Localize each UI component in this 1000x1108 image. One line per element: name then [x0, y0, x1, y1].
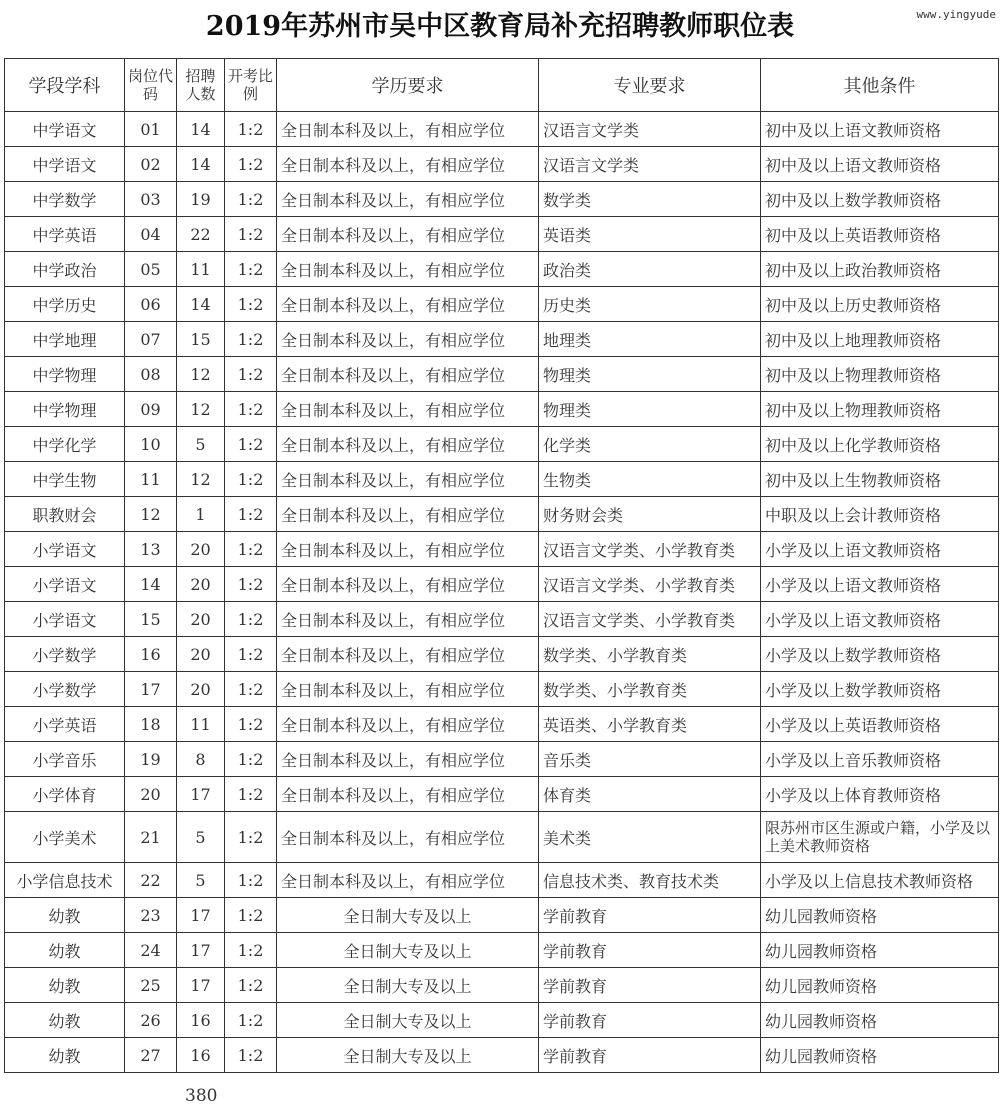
- cell-subject: 中学英语: [5, 217, 125, 252]
- cell-subject: 职教财会: [5, 497, 125, 532]
- cell-ratio: 1:2: [225, 637, 277, 672]
- cell-subject: 中学物理: [5, 392, 125, 427]
- cell-other: 初中及以上英语教师资格: [761, 217, 999, 252]
- cell-count: 16: [177, 1038, 225, 1073]
- cell-major: 体育类: [539, 777, 761, 812]
- header-count: 招聘人数: [177, 59, 225, 112]
- cell-code: 16: [125, 637, 177, 672]
- cell-count: 15: [177, 322, 225, 357]
- table-row: [5, 1038, 999, 1073]
- cell-education: 全日制大专及以上: [277, 933, 539, 968]
- table-row: [5, 777, 999, 812]
- table-row: [5, 357, 999, 392]
- cell-education: 全日制大专及以上: [277, 1038, 539, 1073]
- header-major: 专业要求: [539, 59, 761, 112]
- cell-major: 化学类: [539, 427, 761, 462]
- cell-ratio: 1:2: [225, 968, 277, 1003]
- cell-other: 初中及以上政治教师资格: [761, 252, 999, 287]
- cell-major: 数学类、小学教育类: [539, 637, 761, 672]
- cell-other: 小学及以上信息技术教师资格: [761, 863, 999, 898]
- cell-other: 初中及以上数学教师资格: [761, 182, 999, 217]
- cell-education: 全日制本科及以上，有相应学位: [277, 567, 539, 602]
- cell-education: 全日制本科及以上，有相应学位: [277, 602, 539, 637]
- cell-count: 8: [177, 742, 225, 777]
- table-row: [5, 933, 999, 968]
- cell-count: 11: [177, 707, 225, 742]
- cell-education: 全日制本科及以上，有相应学位: [277, 742, 539, 777]
- cell-other: 中职及以上会计教师资格: [761, 497, 999, 532]
- cell-subject: 中学政治: [5, 252, 125, 287]
- cell-education: 全日制本科及以上，有相应学位: [277, 812, 539, 863]
- cell-ratio: 1:2: [225, 462, 277, 497]
- cell-other: 幼儿园教师资格: [761, 933, 999, 968]
- cell-code: 22: [125, 863, 177, 898]
- cell-code: 26: [125, 1003, 177, 1038]
- cell-ratio: 1:2: [225, 357, 277, 392]
- cell-subject: 幼教: [5, 1038, 125, 1073]
- cell-count: 12: [177, 462, 225, 497]
- table-row: [5, 252, 999, 287]
- cell-subject: 幼教: [5, 1003, 125, 1038]
- cell-other: 小学及以上数学教师资格: [761, 672, 999, 707]
- cell-subject: 中学地理: [5, 322, 125, 357]
- cell-subject: 中学数学: [5, 182, 125, 217]
- table-row: [5, 322, 999, 357]
- cell-other: 幼儿园教师资格: [761, 898, 999, 933]
- cell-ratio: 1:2: [225, 252, 277, 287]
- cell-ratio: 1:2: [225, 1038, 277, 1073]
- page-title: 2019年苏州市吴中区教育局补充招聘教师职位表: [205, 11, 795, 42]
- cell-other: 初中及以上生物教师资格: [761, 462, 999, 497]
- cell-major: 政治类: [539, 252, 761, 287]
- cell-ratio: 1:2: [225, 602, 277, 637]
- cell-education: 全日制本科及以上，有相应学位: [277, 863, 539, 898]
- table-row: [5, 812, 999, 863]
- cell-subject: 中学语文: [5, 147, 125, 182]
- cell-major: 英语类: [539, 217, 761, 252]
- cell-other: 初中及以上化学教师资格: [761, 427, 999, 462]
- cell-education: 全日制本科及以上，有相应学位: [277, 287, 539, 322]
- cell-education: 全日制本科及以上，有相应学位: [277, 462, 539, 497]
- table-row: [5, 863, 999, 898]
- cell-ratio: 1:2: [225, 532, 277, 567]
- table-row: [5, 217, 999, 252]
- cell-count: 14: [177, 287, 225, 322]
- cell-education: 全日制本科及以上，有相应学位: [277, 672, 539, 707]
- cell-subject: 小学语文: [5, 602, 125, 637]
- cell-education: 全日制本科及以上，有相应学位: [277, 707, 539, 742]
- cell-subject: 幼教: [5, 898, 125, 933]
- cell-ratio: 1:2: [225, 182, 277, 217]
- cell-other: 小学及以上语文教师资格: [761, 602, 999, 637]
- cell-education: 全日制本科及以上，有相应学位: [277, 497, 539, 532]
- cell-major: 英语类、小学教育类: [539, 707, 761, 742]
- cell-subject: 中学化学: [5, 427, 125, 462]
- cell-major: 音乐类: [539, 742, 761, 777]
- table-row: [5, 392, 999, 427]
- cell-other: 限苏州市区生源或户籍，小学及以上美术教师资格: [761, 812, 999, 863]
- cell-code: 23: [125, 898, 177, 933]
- cell-other: 小学及以上体育教师资格: [761, 777, 999, 812]
- cell-count: 14: [177, 112, 225, 147]
- cell-other: 初中及以上语文教师资格: [761, 112, 999, 147]
- table-row: [5, 462, 999, 497]
- header-ratio: 开考比例: [225, 59, 277, 112]
- cell-other: 小学及以上英语教师资格: [761, 707, 999, 742]
- cell-count: 17: [177, 933, 225, 968]
- cell-code: 11: [125, 462, 177, 497]
- cell-code: 18: [125, 707, 177, 742]
- cell-major: 物理类: [539, 392, 761, 427]
- cell-other: 小学及以上语文教师资格: [761, 567, 999, 602]
- cell-other: 初中及以上物理教师资格: [761, 392, 999, 427]
- cell-subject: 幼教: [5, 933, 125, 968]
- cell-subject: 小学语文: [5, 532, 125, 567]
- cell-code: 24: [125, 933, 177, 968]
- cell-major: 美术类: [539, 812, 761, 863]
- cell-code: 03: [125, 182, 177, 217]
- cell-ratio: 1:2: [225, 1003, 277, 1038]
- cell-education: 全日制本科及以上，有相应学位: [277, 427, 539, 462]
- watermark-text: www.yingyude: [916, 8, 996, 21]
- header-other: 其他条件: [761, 59, 999, 112]
- cell-education: 全日制大专及以上: [277, 1003, 539, 1038]
- cell-count: 11: [177, 252, 225, 287]
- table-row: [5, 182, 999, 217]
- cell-education: 全日制本科及以上，有相应学位: [277, 392, 539, 427]
- table-row: [5, 112, 999, 147]
- cell-major: 学前教育: [539, 898, 761, 933]
- table-row: [5, 707, 999, 742]
- cell-subject: 小学音乐: [5, 742, 125, 777]
- cell-major: 学前教育: [539, 1038, 761, 1073]
- page-number: 380: [185, 1086, 218, 1106]
- cell-major: 汉语言文学类: [539, 147, 761, 182]
- table-row: [5, 672, 999, 707]
- cell-major: 学前教育: [539, 933, 761, 968]
- cell-education: 全日制本科及以上，有相应学位: [277, 357, 539, 392]
- cell-subject: 小学数学: [5, 672, 125, 707]
- cell-education: 全日制本科及以上，有相应学位: [277, 112, 539, 147]
- cell-education: 全日制本科及以上，有相应学位: [277, 532, 539, 567]
- cell-ratio: 1:2: [225, 287, 277, 322]
- cell-ratio: 1:2: [225, 898, 277, 933]
- cell-count: 19: [177, 182, 225, 217]
- cell-ratio: 1:2: [225, 672, 277, 707]
- table-row: [5, 637, 999, 672]
- table-row: [5, 287, 999, 322]
- cell-ratio: 1:2: [225, 147, 277, 182]
- cell-education: 全日制本科及以上，有相应学位: [277, 182, 539, 217]
- header-subject: 学段学科: [5, 59, 125, 112]
- cell-code: 09: [125, 392, 177, 427]
- cell-major: 学前教育: [539, 968, 761, 1003]
- cell-other: 小学及以上音乐教师资格: [761, 742, 999, 777]
- cell-count: 12: [177, 357, 225, 392]
- cell-ratio: 1:2: [225, 217, 277, 252]
- cell-subject: 中学历史: [5, 287, 125, 322]
- cell-major: 学前教育: [539, 1003, 761, 1038]
- table-row: [5, 497, 999, 532]
- cell-ratio: 1:2: [225, 707, 277, 742]
- cell-major: 汉语言文学类、小学教育类: [539, 602, 761, 637]
- cell-count: 20: [177, 602, 225, 637]
- header-education: 学历要求: [277, 59, 539, 112]
- cell-code: 05: [125, 252, 177, 287]
- cell-subject: 小学英语: [5, 707, 125, 742]
- cell-other: 幼儿园教师资格: [761, 1003, 999, 1038]
- cell-education: 全日制本科及以上，有相应学位: [277, 252, 539, 287]
- cell-ratio: 1:2: [225, 392, 277, 427]
- table-row: [5, 602, 999, 637]
- cell-code: 12: [125, 497, 177, 532]
- cell-major: 数学类: [539, 182, 761, 217]
- table-row: [5, 147, 999, 182]
- cell-major: 历史类: [539, 287, 761, 322]
- cell-count: 20: [177, 672, 225, 707]
- cell-other: 小学及以上数学教师资格: [761, 637, 999, 672]
- cell-code: 01: [125, 112, 177, 147]
- cell-education: 全日制本科及以上，有相应学位: [277, 217, 539, 252]
- table-row: [5, 532, 999, 567]
- cell-ratio: 1:2: [225, 933, 277, 968]
- cell-subject: 中学生物: [5, 462, 125, 497]
- cell-subject: 小学信息技术: [5, 863, 125, 898]
- cell-code: 04: [125, 217, 177, 252]
- cell-other: 初中及以上历史教师资格: [761, 287, 999, 322]
- cell-ratio: 1:2: [225, 863, 277, 898]
- cell-count: 17: [177, 898, 225, 933]
- cell-code: 20: [125, 777, 177, 812]
- cell-major: 汉语言文学类: [539, 112, 761, 147]
- cell-ratio: 1:2: [225, 112, 277, 147]
- cell-subject: 中学物理: [5, 357, 125, 392]
- cell-ratio: 1:2: [225, 812, 277, 863]
- table-row: [5, 427, 999, 462]
- cell-major: 物理类: [539, 357, 761, 392]
- cell-code: 14: [125, 567, 177, 602]
- cell-major: 生物类: [539, 462, 761, 497]
- cell-count: 20: [177, 637, 225, 672]
- cell-major: 地理类: [539, 322, 761, 357]
- cell-ratio: 1:2: [225, 777, 277, 812]
- cell-major: 汉语言文学类、小学教育类: [539, 532, 761, 567]
- cell-code: 13: [125, 532, 177, 567]
- cell-count: 5: [177, 427, 225, 462]
- cell-major: 财务财会类: [539, 497, 761, 532]
- positions-table: [4, 58, 999, 1073]
- cell-education: 全日制本科及以上，有相应学位: [277, 147, 539, 182]
- cell-subject: 小学美术: [5, 812, 125, 863]
- cell-major: 数学类、小学教育类: [539, 672, 761, 707]
- table-row: [5, 742, 999, 777]
- cell-code: 10: [125, 427, 177, 462]
- cell-code: 17: [125, 672, 177, 707]
- cell-education: 全日制大专及以上: [277, 898, 539, 933]
- table-row: [5, 567, 999, 602]
- table-row: [5, 968, 999, 1003]
- cell-code: 15: [125, 602, 177, 637]
- cell-subject: 小学数学: [5, 637, 125, 672]
- table-row: [5, 898, 999, 933]
- cell-subject: 小学语文: [5, 567, 125, 602]
- cell-other: 初中及以上物理教师资格: [761, 357, 999, 392]
- cell-ratio: 1:2: [225, 322, 277, 357]
- cell-other: 幼儿园教师资格: [761, 1038, 999, 1073]
- header-code: 岗位代码: [125, 59, 177, 112]
- cell-count: 22: [177, 217, 225, 252]
- cell-major: 汉语言文学类、小学教育类: [539, 567, 761, 602]
- table-row: [5, 1003, 999, 1038]
- cell-count: 16: [177, 1003, 225, 1038]
- cell-count: 12: [177, 392, 225, 427]
- cell-ratio: 1:2: [225, 742, 277, 777]
- cell-subject: 中学语文: [5, 112, 125, 147]
- cell-other: 小学及以上语文教师资格: [761, 532, 999, 567]
- cell-code: 19: [125, 742, 177, 777]
- table-header-row: [5, 59, 999, 112]
- cell-education: 全日制本科及以上，有相应学位: [277, 322, 539, 357]
- cell-major: 信息技术类、教育技术类: [539, 863, 761, 898]
- cell-count: 5: [177, 863, 225, 898]
- cell-ratio: 1:2: [225, 567, 277, 602]
- cell-ratio: 1:2: [225, 427, 277, 462]
- cell-other: 幼儿园教师资格: [761, 968, 999, 1003]
- cell-code: 07: [125, 322, 177, 357]
- cell-code: 02: [125, 147, 177, 182]
- cell-count: 17: [177, 777, 225, 812]
- cell-count: 14: [177, 147, 225, 182]
- cell-count: 20: [177, 532, 225, 567]
- cell-code: 06: [125, 287, 177, 322]
- cell-other: 初中及以上语文教师资格: [761, 147, 999, 182]
- cell-code: 21: [125, 812, 177, 863]
- cell-count: 20: [177, 567, 225, 602]
- cell-ratio: 1:2: [225, 497, 277, 532]
- cell-count: 17: [177, 968, 225, 1003]
- cell-code: 25: [125, 968, 177, 1003]
- cell-count: 1: [177, 497, 225, 532]
- cell-count: 5: [177, 812, 225, 863]
- cell-education: 全日制大专及以上: [277, 968, 539, 1003]
- cell-code: 27: [125, 1038, 177, 1073]
- cell-education: 全日制本科及以上，有相应学位: [277, 777, 539, 812]
- cell-subject: 小学体育: [5, 777, 125, 812]
- cell-other: 初中及以上地理教师资格: [761, 322, 999, 357]
- cell-education: 全日制本科及以上，有相应学位: [277, 637, 539, 672]
- cell-code: 08: [125, 357, 177, 392]
- cell-subject: 幼教: [5, 968, 125, 1003]
